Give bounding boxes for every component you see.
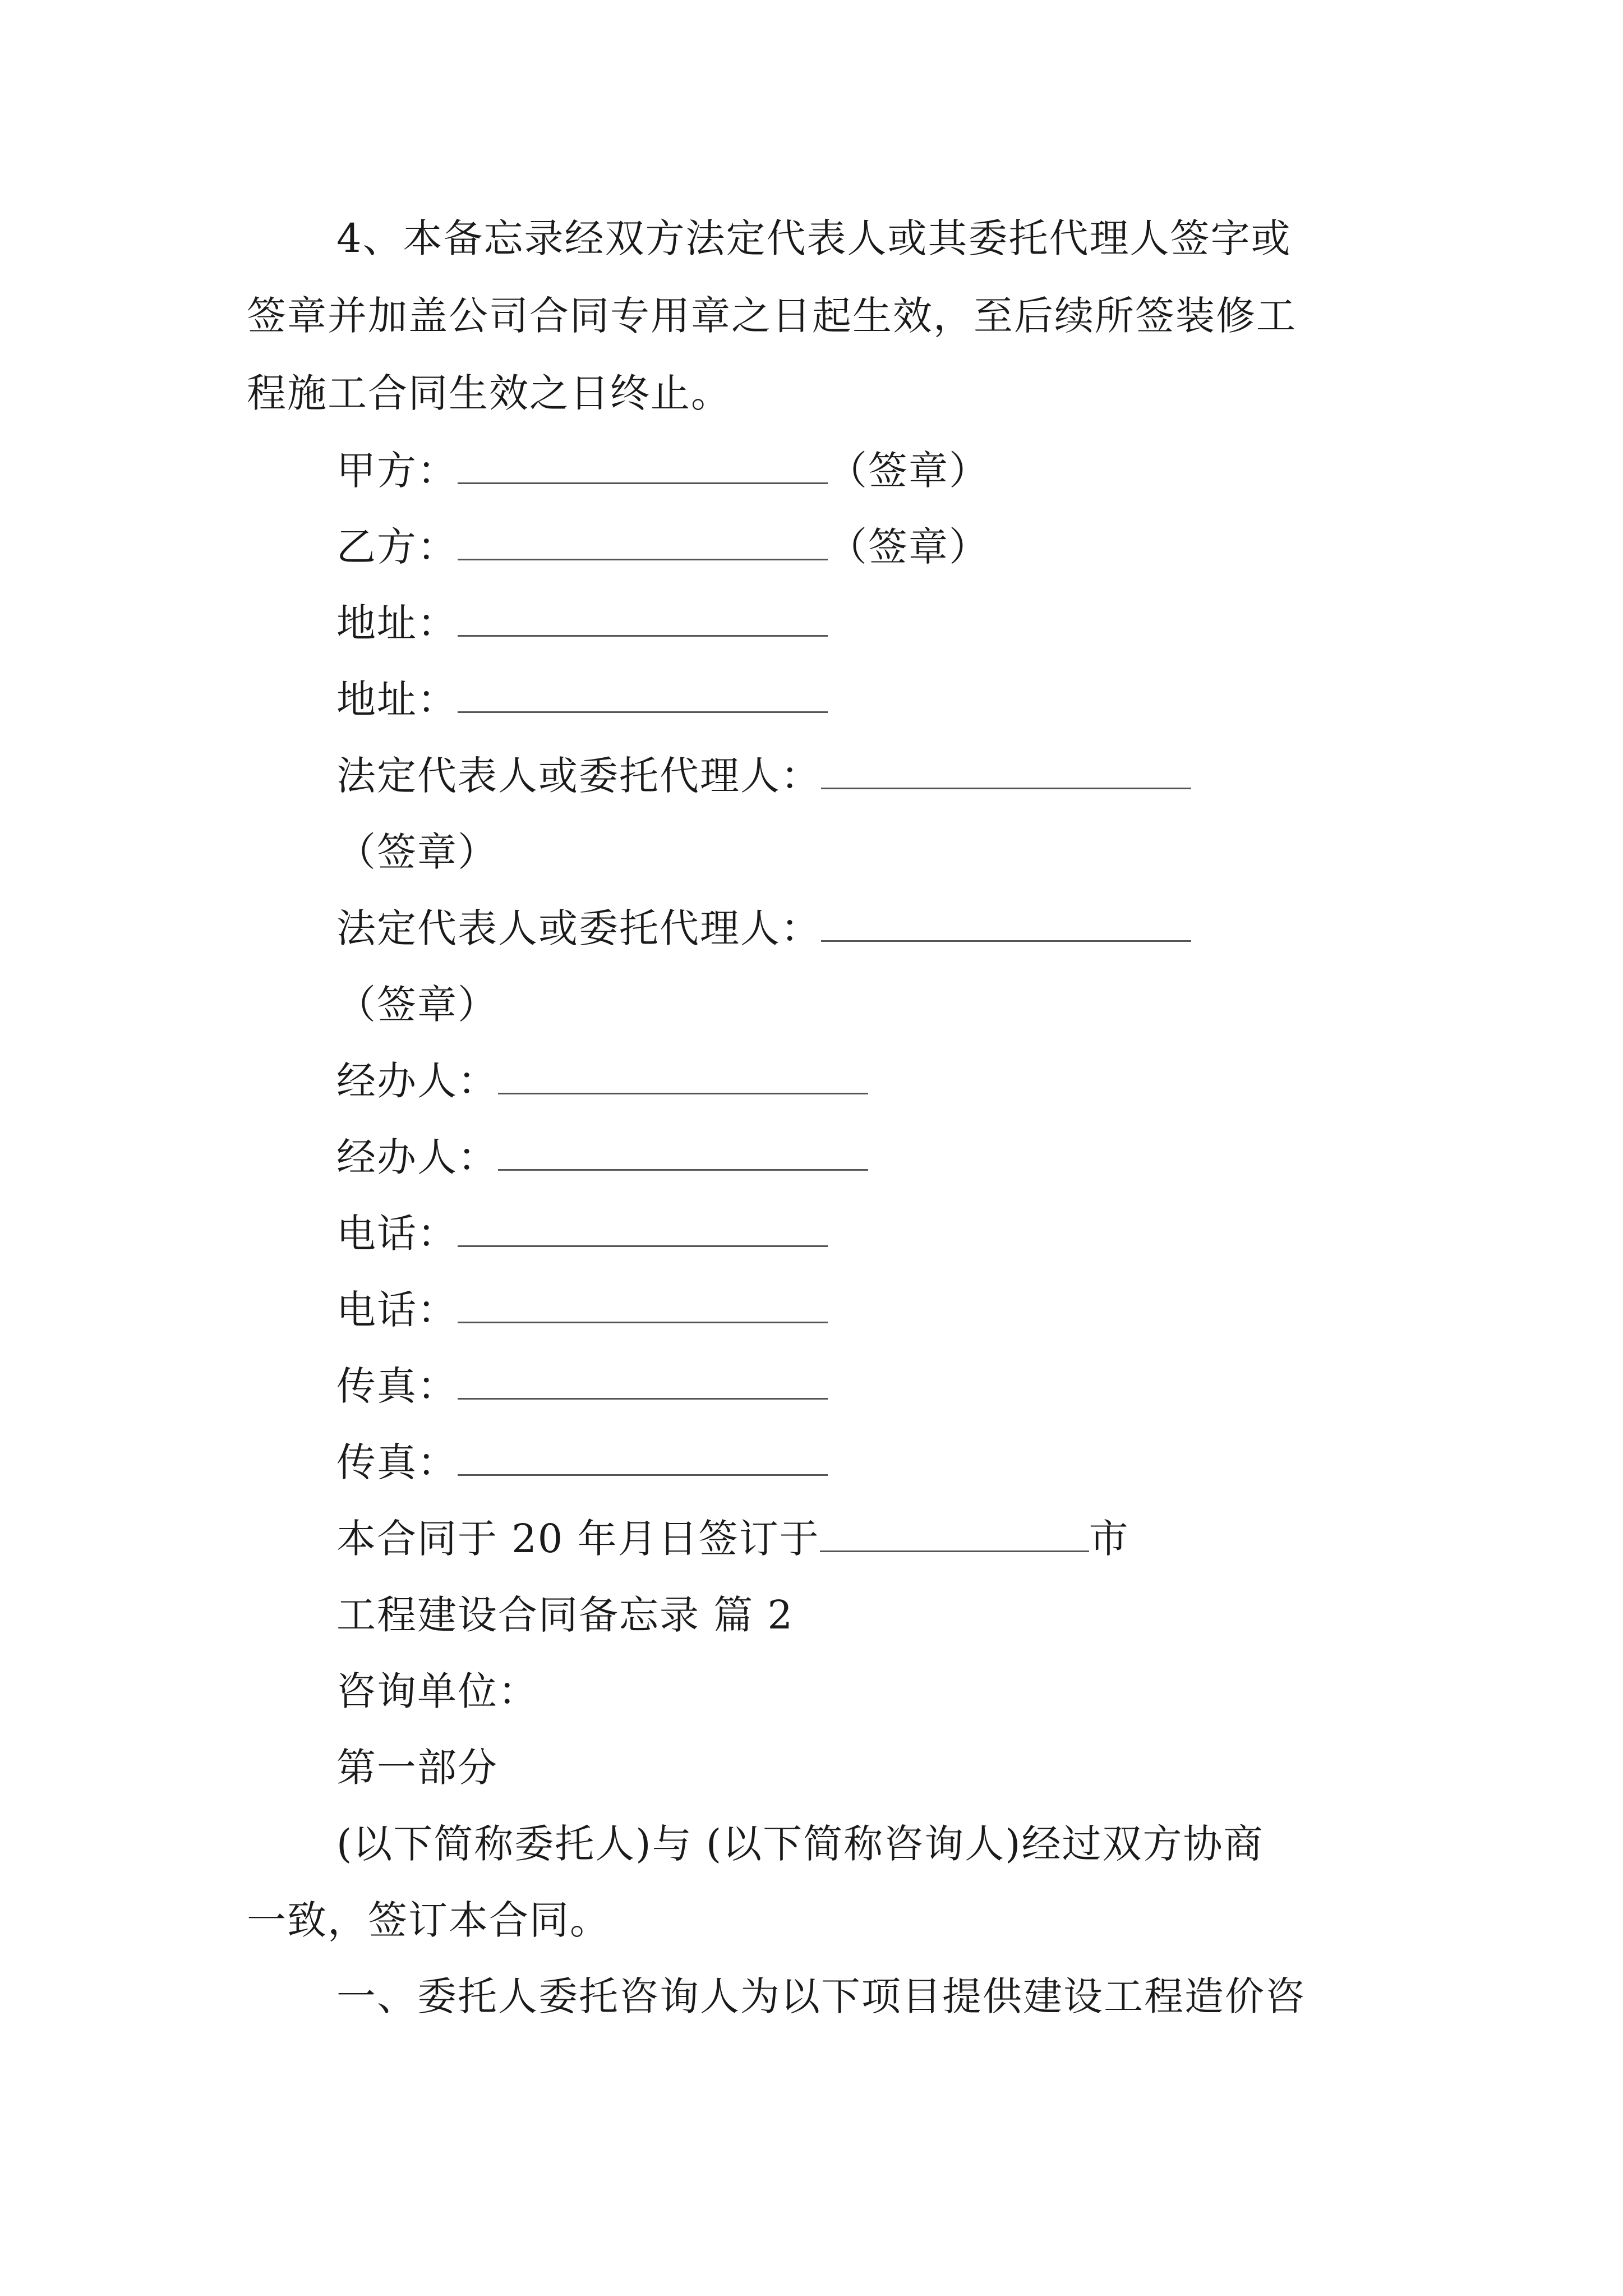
paragraph-4-line-2: 签章并加盖公司合同专用章之日起生效，至后续所签装修工: [247, 293, 1297, 339]
address-label: 地址：: [336, 677, 458, 723]
handler-label: 经办人：: [336, 1058, 498, 1104]
signed-at-suffix: 市: [1089, 1516, 1129, 1562]
phone-label: 电话：: [336, 1211, 458, 1257]
address-blank[interactable]: [458, 680, 828, 713]
address-label: 地址：: [336, 600, 458, 646]
party-b-row: [336, 524, 989, 570]
legal-rep-label: 法定代表人或委托代理人：: [336, 905, 821, 951]
parties-line-2: 一致，签订本合同。: [247, 1897, 610, 1943]
handler-blank[interactable]: [498, 1061, 868, 1094]
party-a-sign: （签章）: [828, 448, 989, 494]
legal-rep-row-2: [336, 905, 1191, 951]
fax-row-1: [336, 1363, 828, 1409]
legal-rep-row-1: [336, 753, 1191, 799]
signed-at-row: [336, 1516, 1129, 1562]
address-row-2: [336, 677, 828, 723]
phone-blank[interactable]: [458, 1214, 828, 1247]
phone-row-2: [336, 1287, 828, 1333]
handler-label: 经办人：: [336, 1134, 498, 1180]
signed-at-blank[interactable]: [820, 1519, 1089, 1552]
party-a-label: 甲方：: [336, 448, 458, 494]
paragraph-4-line-1: 4、本备忘录经双方法定代表人或其委托代理人签字或: [336, 215, 1292, 261]
address-row-1: [336, 600, 828, 646]
parties-line-1: (以下简称委托人)与 (以下简称咨询人)经过双方协商: [336, 1821, 1264, 1867]
legal-rep-sign-2: （签章）: [336, 982, 498, 1028]
item-one: 一、委托人委托咨询人为以下项目提供建设工程造价咨: [336, 1973, 1306, 2019]
legal-rep-label: 法定代表人或委托代理人：: [336, 753, 821, 799]
phone-label: 电话：: [336, 1287, 458, 1333]
fax-row-2: [336, 1439, 828, 1485]
legal-rep-blank[interactable]: [821, 909, 1191, 942]
party-b-blank[interactable]: [458, 527, 828, 560]
consulting-unit: 咨询单位：: [336, 1668, 538, 1714]
fax-blank[interactable]: [458, 1366, 828, 1400]
phone-row-1: [336, 1211, 828, 1257]
fax-blank[interactable]: [458, 1443, 828, 1476]
handler-blank[interactable]: [498, 1138, 868, 1171]
address-blank[interactable]: [458, 604, 828, 637]
fax-label: 传真：: [336, 1363, 458, 1409]
part-one-heading: 第一部分: [336, 1745, 498, 1791]
party-a-blank[interactable]: [458, 451, 828, 484]
signed-at-prefix: 本合同于 20 年月日签订于: [336, 1516, 820, 1562]
handler-row-1: [336, 1058, 868, 1104]
legal-rep-blank[interactable]: [821, 756, 1191, 789]
party-b-sign: （签章）: [828, 524, 989, 570]
paragraph-4-line-3: 程施工合同生效之日终止。: [247, 370, 731, 416]
party-b-label: 乙方：: [336, 524, 458, 570]
phone-blank[interactable]: [458, 1290, 828, 1323]
section-title: 工程建设合同备忘录 篇 2: [336, 1592, 794, 1638]
handler-row-2: [336, 1134, 868, 1180]
fax-label: 传真：: [336, 1439, 458, 1485]
legal-rep-sign-1: （签章）: [336, 829, 498, 875]
party-a-row: [336, 448, 989, 494]
